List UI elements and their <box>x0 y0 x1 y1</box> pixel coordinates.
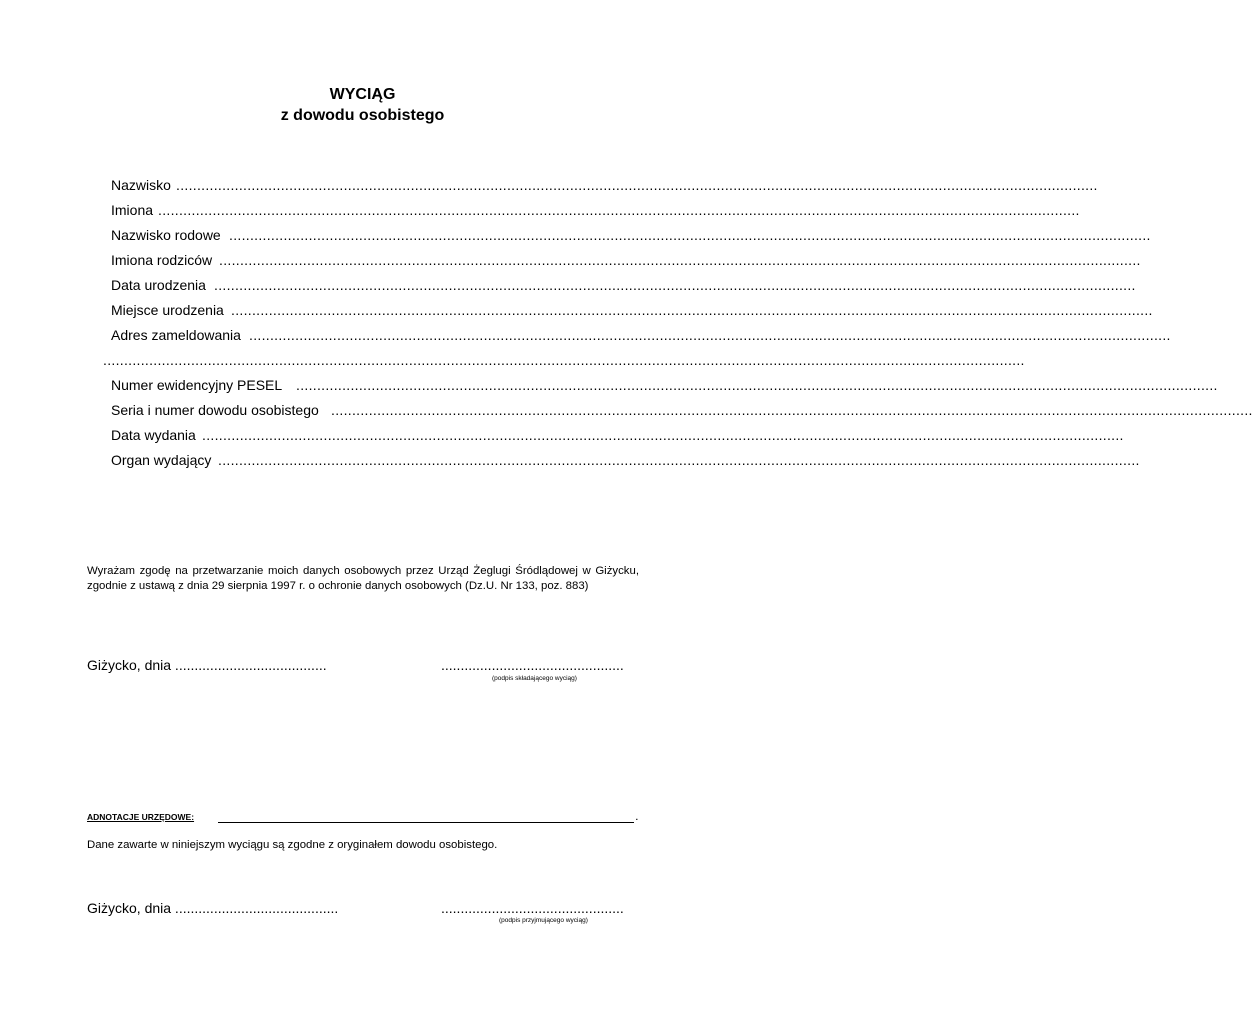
field-fill-line[interactable]: ............................................................................................................................................................................................................................ <box>176 177 1098 193</box>
field-fill-line[interactable]: ............................................................................................................................................................................................................................ <box>331 402 1253 418</box>
field-label: Data wydania <box>111 427 196 443</box>
signature-line[interactable]: ............................................... <box>441 657 624 673</box>
conformity-statement: Dane zawarte w niniejszym wyciągu są zgodne z oryginałem dowodu osobistego. <box>87 839 498 851</box>
field-label: Adres zameldowania <box>111 327 241 343</box>
field-fill-line[interactable]: ............................................................................................................................................................................................................................ <box>249 327 1171 343</box>
field-label: Nazwisko <box>111 177 171 193</box>
field-fill-line[interactable]: ............................................................................................................................................................................................................................ <box>229 227 1151 243</box>
annotations-underline <box>218 822 634 823</box>
place-date-line[interactable]: Giżycko, dnia .......................................... <box>87 900 339 916</box>
official-annotations-header <box>87 812 638 824</box>
place-date-line[interactable]: Giżycko, dnia ....................................... <box>87 657 327 673</box>
field-fill-line[interactable]: ............................................................................................................................................................................................................................ <box>231 302 1153 318</box>
field-fill-line[interactable]: ............................................................................................................................................................................................................................ <box>202 427 1124 443</box>
field-fill-line[interactable]: ............................................................................................................................................................................................................................ <box>214 277 1136 293</box>
field-label: Organ wydający <box>111 452 212 468</box>
document-title: WYCIĄG <box>329 86 396 103</box>
annotations-label: ADNOTACJE URZĘDOWE: <box>87 812 195 822</box>
annotations-end-mark: . <box>635 812 638 822</box>
field-label: Imiona rodziców <box>111 252 213 268</box>
field-fill-line[interactable]: ............................................................................................................................................................................................................................ <box>219 252 1141 268</box>
field-label: Seria i numer dowodu osobistego <box>111 402 319 418</box>
field-label: Numer ewidencyjny PESEL <box>111 377 283 393</box>
signature-caption: (podpis przyjmującego wyciąg) <box>499 917 588 924</box>
field-fill-line[interactable]: ............................................................................................................................................................................................................................ <box>158 202 1080 218</box>
signature-line[interactable]: ............................................... <box>441 900 624 916</box>
field-label: Data urodzenia <box>111 277 206 293</box>
field-fill-line[interactable]: ............................................................................................................................................................................................................................ <box>103 352 1025 368</box>
field-fill-line[interactable]: ............................................................................................................................................................................................................................ <box>218 452 1140 468</box>
field-label: Miejsce urodzenia <box>111 302 224 318</box>
field-fill-line[interactable]: ............................................................................................................................................................................................................................ <box>296 377 1218 393</box>
field-label: Imiona <box>111 202 154 218</box>
field-label: Nazwisko rodowe <box>111 227 221 243</box>
document-subtitle: z dowodu osobistego <box>280 107 445 124</box>
signature-caption: (podpis składającego wyciąg) <box>492 675 577 682</box>
consent-paragraph: Wyrażam zgodę na przetwarzanie moich danych osobowych przez Urząd Żeglugi Śródlądowej w Giżycku, zgodnie z ustawą z dnia 29 sierpnia 1997 r. o ochronie danych osobowych (Dz.U. Nr 133, poz. 883) <box>87 565 639 592</box>
